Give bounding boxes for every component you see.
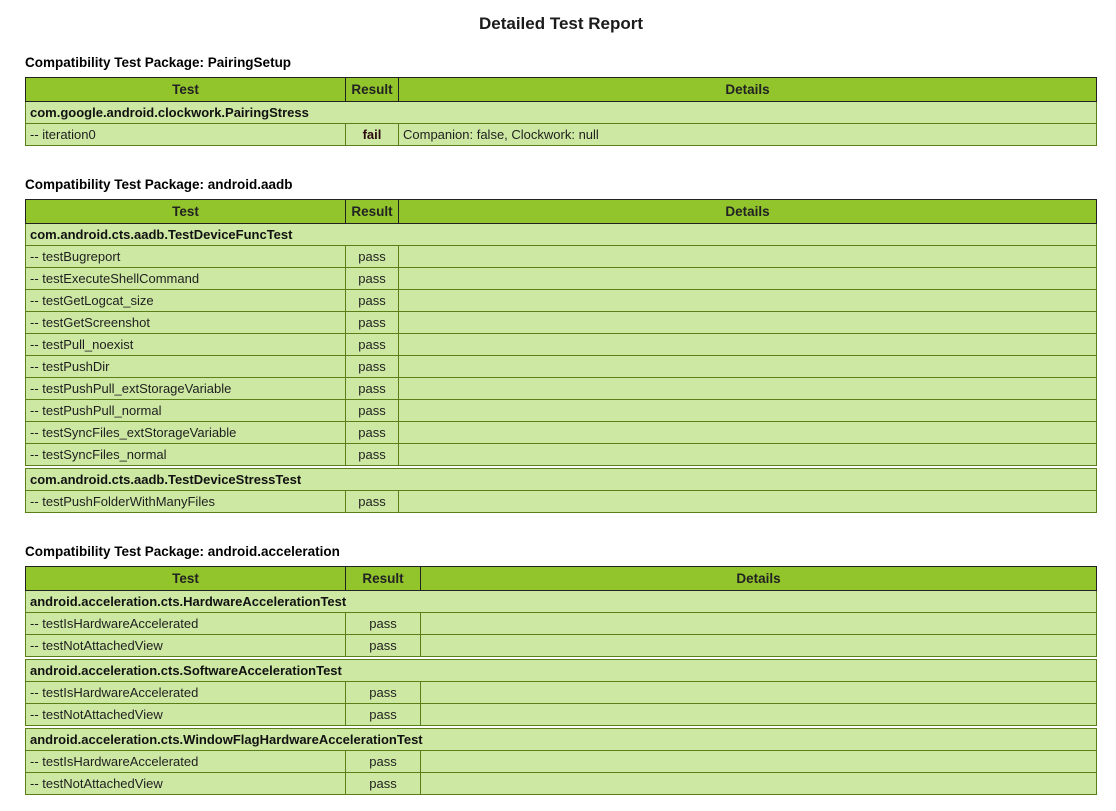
test-name: -- testIsHardwareAccelerated <box>26 751 346 773</box>
page-title: Detailed Test Report <box>478 14 644 33</box>
package-heading: Compatibility Test Package: android.aadb <box>25 177 293 192</box>
test-details <box>399 422 1097 444</box>
test-class-row <box>26 660 1097 682</box>
test-row <box>26 312 1097 334</box>
test-name: -- iteration0 <box>26 124 346 146</box>
test-row <box>26 268 1097 290</box>
test-name: -- testSyncFiles_normal <box>26 444 346 466</box>
test-result: pass <box>346 704 421 726</box>
test-result: pass <box>346 491 399 513</box>
column-header-details: Details <box>399 200 1097 224</box>
test-row <box>26 704 1097 726</box>
column-header-test: Test <box>26 567 346 591</box>
test-class-row <box>26 469 1097 491</box>
test-row <box>26 246 1097 268</box>
column-header-details: Details <box>399 78 1097 102</box>
test-result: pass <box>346 334 399 356</box>
test-row <box>26 635 1097 657</box>
test-name: -- testNotAttachedView <box>26 773 346 795</box>
test-result: pass <box>346 422 399 444</box>
test-details: Companion: false, Clockwork: null <box>399 124 1097 146</box>
test-details <box>399 491 1097 513</box>
results-table <box>25 468 1097 513</box>
test-result: pass <box>346 635 421 657</box>
column-header-result: Result <box>346 567 421 591</box>
test-details <box>399 334 1097 356</box>
test-details <box>421 613 1097 635</box>
test-result: pass <box>346 378 399 400</box>
test-row <box>26 124 1097 146</box>
test-result: pass <box>346 312 399 334</box>
test-name: -- testPushFolderWithManyFiles <box>26 491 346 513</box>
test-details <box>399 400 1097 422</box>
test-details <box>399 356 1097 378</box>
test-row <box>26 751 1097 773</box>
test-name: -- testPull_noexist <box>26 334 346 356</box>
test-row <box>26 613 1097 635</box>
test-name: -- testPushDir <box>26 356 346 378</box>
test-name: -- testPushPull_normal <box>26 400 346 422</box>
column-header-result: Result <box>346 78 399 102</box>
test-details <box>421 635 1097 657</box>
test-row <box>26 290 1097 312</box>
test-row <box>26 334 1097 356</box>
test-class-row <box>26 591 1097 613</box>
test-row <box>26 356 1097 378</box>
column-header-test: Test <box>26 78 346 102</box>
results-table <box>25 199 1097 466</box>
results-table <box>25 77 1097 146</box>
results-table <box>25 728 1097 795</box>
column-header-row <box>26 567 1097 591</box>
test-result: pass <box>346 682 421 704</box>
column-header-result: Result <box>346 200 399 224</box>
test-name: -- testBugreport <box>26 246 346 268</box>
test-details <box>399 246 1097 268</box>
test-row <box>26 773 1097 795</box>
test-details <box>399 444 1097 466</box>
package-section <box>25 55 1097 146</box>
test-details <box>399 378 1097 400</box>
test-class-name: android.acceleration.cts.HardwareAccelerationTest <box>26 591 1097 613</box>
test-details <box>421 682 1097 704</box>
test-class-name: com.android.cts.aadb.TestDeviceFuncTest <box>26 224 1097 246</box>
package-heading: Compatibility Test Package: android.acceleration <box>25 544 340 559</box>
test-result: pass <box>346 290 399 312</box>
column-header-row <box>26 200 1097 224</box>
results-table <box>25 659 1097 726</box>
test-result: pass <box>346 246 399 268</box>
test-result: pass <box>346 751 421 773</box>
test-row <box>26 491 1097 513</box>
test-result: pass <box>346 356 399 378</box>
test-class-name: android.acceleration.cts.WindowFlagHardwareAccelerationTest <box>26 729 1097 751</box>
test-result: pass <box>346 773 421 795</box>
test-row <box>26 444 1097 466</box>
test-details <box>421 773 1097 795</box>
test-row <box>26 422 1097 444</box>
test-class-name: android.acceleration.cts.SoftwareAccelerationTest <box>26 660 1097 682</box>
column-header-test: Test <box>26 200 346 224</box>
test-name: -- testGetLogcat_size <box>26 290 346 312</box>
test-name: -- testPushPull_extStorageVariable <box>26 378 346 400</box>
test-row <box>26 400 1097 422</box>
test-name: -- testNotAttachedView <box>26 635 346 657</box>
package-section <box>25 177 1097 513</box>
test-result: pass <box>346 268 399 290</box>
test-result: pass <box>346 400 399 422</box>
test-class-row <box>26 102 1097 124</box>
column-header-details: Details <box>421 567 1097 591</box>
test-class-name: com.android.cts.aadb.TestDeviceStressTest <box>26 469 1097 491</box>
package-section <box>25 544 1097 795</box>
test-name: -- testExecuteShellCommand <box>26 268 346 290</box>
test-result: fail <box>346 124 399 146</box>
test-name: -- testSyncFiles_extStorageVariable <box>26 422 346 444</box>
test-class-row <box>26 729 1097 751</box>
test-class-row <box>26 224 1097 246</box>
test-row <box>26 682 1097 704</box>
column-header-row <box>26 78 1097 102</box>
results-table <box>25 566 1097 657</box>
report-packages <box>25 55 1097 795</box>
test-name: -- testNotAttachedView <box>26 704 346 726</box>
package-heading: Compatibility Test Package: PairingSetup <box>25 55 292 70</box>
test-details <box>399 312 1097 334</box>
test-name: -- testIsHardwareAccelerated <box>26 613 346 635</box>
test-details <box>399 268 1097 290</box>
test-result: pass <box>346 613 421 635</box>
test-details <box>421 751 1097 773</box>
test-result: pass <box>346 444 399 466</box>
test-row <box>26 378 1097 400</box>
test-details <box>421 704 1097 726</box>
test-name: -- testGetScreenshot <box>26 312 346 334</box>
test-class-name: com.google.android.clockwork.PairingStress <box>26 102 1097 124</box>
test-details <box>399 290 1097 312</box>
test-name: -- testIsHardwareAccelerated <box>26 682 346 704</box>
